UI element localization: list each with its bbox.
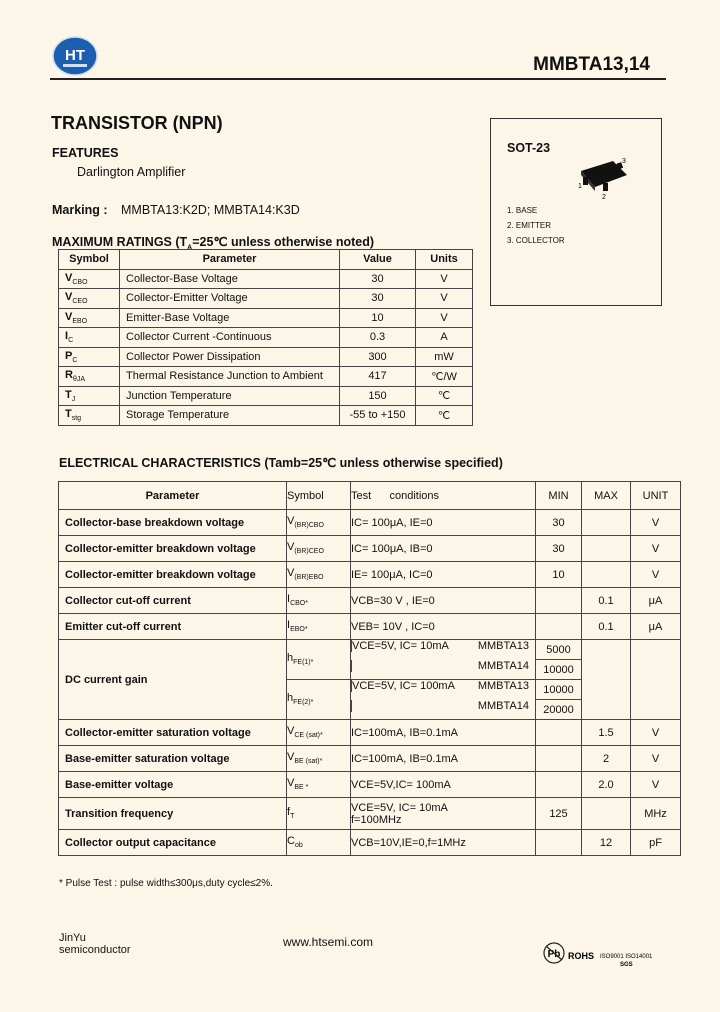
table-row (59, 720, 681, 746)
col-conditions: Test conditions (351, 482, 536, 510)
parameter-cell: DC current gain (59, 640, 287, 720)
pin-list (507, 203, 565, 248)
parameter-cell: Collector cut-off current (59, 588, 287, 614)
table-row (59, 367, 473, 387)
pin-item: 2. EMITTER (507, 221, 552, 230)
symbol-cell: $V_{CE (sat)*}$ (287, 720, 351, 746)
marking-label: Marking : (52, 203, 108, 217)
symbol-cell: $V_{(BR)CEO}$ (287, 536, 351, 562)
symbol-cell: $I_{EBO*}$ (287, 614, 351, 640)
min-cell: 20000 (536, 700, 582, 720)
min-cell (536, 588, 582, 614)
parameter-cell: Base-emitter saturation voltage (59, 746, 287, 772)
condition-cell: IC= 100μA, IB=0 (351, 536, 536, 562)
table-row (59, 830, 681, 856)
min-cell (536, 720, 582, 746)
symbol-cell: $V_{EBO}$ (59, 308, 120, 328)
unit-cell: μA (631, 614, 681, 640)
condition-cell: IE= 100μA, IC=0 (351, 562, 536, 588)
table-row (59, 308, 473, 328)
sot23-package-icon (573, 155, 633, 199)
min-cell (536, 830, 582, 856)
value-cell: 417 (340, 367, 416, 387)
unit-cell: V (416, 269, 473, 289)
pin-number-1: 1 (578, 183, 582, 190)
value-cell: 300 (340, 347, 416, 367)
min-cell (536, 746, 582, 772)
company-line-2: semiconductor (59, 944, 131, 956)
value-cell: 0.3 (340, 328, 416, 348)
parameter-cell: Storage Temperature (120, 406, 340, 426)
condition-cell: VCE=5V, IC= 10mA f=100MHz (351, 798, 536, 830)
website-link[interactable]: www.htsemi.com (283, 935, 374, 949)
table-row (59, 562, 681, 588)
unit-cell: pF (631, 830, 681, 856)
min-cell: 125 (536, 798, 582, 830)
parameter-cell: Collector-Base Voltage (120, 269, 340, 289)
symbol-cell: $V_{(BR)EBO}$ (287, 562, 351, 588)
min-cell: 10 (536, 562, 582, 588)
min-cell: 10000 (536, 680, 582, 700)
parameter-cell: Emitter-Base Voltage (120, 308, 340, 328)
table-row (59, 772, 681, 798)
parameter-cell: Emitter cut-off current (59, 614, 287, 640)
parameter-cell: Collector output capacitance (59, 830, 287, 856)
table-row (59, 482, 681, 510)
symbol-cell: $R_{\theta JA}$ (59, 367, 120, 387)
symbol-cell: $T_{stg}$ (59, 406, 120, 426)
symbol-cell: $P_C$ (59, 347, 120, 367)
symbol-cell: $V_{(BR)CBO}$ (287, 510, 351, 536)
package-box (490, 118, 662, 306)
table-row (59, 510, 681, 536)
unit-cell: V (631, 746, 681, 772)
condition-cell: VCB=30 V , IE=0 (351, 588, 536, 614)
min-cell: 5000 (536, 640, 582, 660)
company-name (59, 932, 131, 956)
value-cell: 30 (340, 269, 416, 289)
table-row (59, 386, 473, 406)
symbol-cell: $C_{ob}$ (287, 830, 351, 856)
symbol-cell: $I_{CBO*}$ (287, 588, 351, 614)
condition-cell: VCB=10V,IE=0,f=1MHz (351, 830, 536, 856)
symbol-cell: $T_J$ (59, 386, 120, 406)
parameter-cell: Collector-emitter breakdown voltage (59, 562, 287, 588)
table-row (59, 269, 473, 289)
unit-cell: V (631, 536, 681, 562)
unit-cell: A (416, 328, 473, 348)
rohs-label: ROHS (568, 951, 595, 961)
symbol-cell: $f_T$ (287, 798, 351, 830)
condition-cell: IC=100mA, IB=0.1mA (351, 720, 536, 746)
condition-cell: MMBTA14 (351, 660, 535, 672)
parameter-cell: Transition frequency (59, 798, 287, 830)
package-name: SOT-23 (507, 141, 551, 155)
min-cell: 10000 (536, 660, 582, 680)
logo-text: HT (65, 47, 85, 64)
symbol-cell: $h_{FE(1)*}$ (287, 640, 351, 680)
max-ratings-heading: MAXIMUM RATINGS ($T_A=25℃$ unless otherwise noted) (52, 235, 375, 252)
iso-label: ISO9001 ISO14001 (600, 954, 653, 960)
pin-item: 3. COLLECTOR (507, 236, 565, 245)
unit-cell: ℃ (416, 406, 473, 426)
table-row (59, 588, 681, 614)
unit-cell: V (416, 308, 473, 328)
table-row (59, 289, 473, 309)
symbol-cell: $V_{BE *}$ (287, 772, 351, 798)
marking-value: MMBTA13:K2D; MMBTA14:K3D (121, 203, 300, 217)
col-value: Value (340, 250, 416, 270)
unit-cell (631, 640, 681, 720)
condition-cell: VCE=5V, IC= 10mA MMBTA13 (351, 640, 535, 652)
feature-item: Darlington Amplifier (77, 165, 186, 179)
unit-cell: V (631, 720, 681, 746)
parameter-cell: Thermal Resistance Junction to Ambient (120, 367, 340, 387)
company-logo (52, 36, 98, 76)
value-cell: -55 to +150 (340, 406, 416, 426)
col-parameter: Parameter (59, 482, 287, 510)
parameter-cell: Collector Current -Continuous (120, 328, 340, 348)
parameter-cell: Base-emitter voltage (59, 772, 287, 798)
parameter-cell: Collector-emitter breakdown voltage (59, 536, 287, 562)
company-line-1: JinYu (59, 932, 86, 944)
table-row (59, 640, 681, 660)
max-cell (582, 536, 631, 562)
value-cell: 10 (340, 308, 416, 328)
sgs-label: SGS (620, 962, 633, 968)
min-cell (536, 772, 582, 798)
unit-cell: μA (631, 588, 681, 614)
unit-cell: V (416, 289, 473, 309)
max-cell: 2 (582, 746, 631, 772)
max-cell (582, 798, 631, 830)
condition-cell: IC=100mA, IB=0.1mA (351, 746, 536, 772)
unit-cell: MHz (631, 798, 681, 830)
table-row (59, 746, 681, 772)
parameter-cell: Collector Power Dissipation (120, 347, 340, 367)
condition-cell: IC= 100μA, IE=0 (351, 510, 536, 536)
symbol-cell: $I_C$ (59, 328, 120, 348)
max-cell: 2.0 (582, 772, 631, 798)
max-cell: 0.1 (582, 588, 631, 614)
condition-cell: VEB= 10V , IC=0 (351, 614, 536, 640)
elec-heading: ELECTRICAL CHARACTERISTICS (Tamb=25℃ unless otherwise specified) (59, 456, 503, 470)
unit-cell: V (631, 510, 681, 536)
svg-text:Pb: Pb (547, 949, 561, 960)
unit-cell: ℃/W (416, 367, 473, 387)
elec-table (58, 481, 681, 856)
table-row (59, 328, 473, 348)
symbol-cell: $h_{FE(2)*}$ (287, 680, 351, 720)
min-cell (536, 614, 582, 640)
value-cell: 150 (340, 386, 416, 406)
table-row (59, 536, 681, 562)
table-row (59, 798, 681, 830)
table-row (59, 614, 681, 640)
unit-cell: V (631, 562, 681, 588)
symbol-cell: $V_{CBO}$ (59, 269, 120, 289)
col-max: MAX (582, 482, 631, 510)
header-divider (50, 78, 666, 80)
table-row (59, 406, 473, 426)
col-unit: UNIT (631, 482, 681, 510)
doc-title: TRANSISTOR (NPN) (51, 113, 223, 133)
pin-number-2: 2 (602, 194, 606, 199)
table-header-row (59, 250, 473, 270)
max-cell (582, 640, 631, 720)
pulse-test-note: * Pulse Test : pulse width≤300μs,duty cycle≤2%. (59, 878, 273, 889)
col-min: MIN (536, 482, 582, 510)
unit-cell: V (631, 772, 681, 798)
min-cell: 30 (536, 536, 582, 562)
symbol-cell: $V_{BE (sat)*}$ (287, 746, 351, 772)
col-symbol: Symbol (59, 250, 120, 270)
unit-cell: ℃ (416, 386, 473, 406)
max-cell: 0.1 (582, 614, 631, 640)
max-cell: 1.5 (582, 720, 631, 746)
parameter-cell: Collector-base breakdown voltage (59, 510, 287, 536)
max-cell: 12 (582, 830, 631, 856)
pin-number-3: 3 (622, 158, 626, 165)
col-units: Units (416, 250, 473, 270)
col-symbol: Symbol (287, 482, 351, 510)
certification-logos (540, 938, 670, 968)
min-cell: 30 (536, 510, 582, 536)
condition-cell: VCE=5V, IC= 100mA MMBTA13 (351, 680, 535, 692)
condition-cell: MMBTA14 (351, 700, 535, 712)
max-cell (582, 510, 631, 536)
unit-cell: mW (416, 347, 473, 367)
parameter-cell: Collector-emitter saturation voltage (59, 720, 287, 746)
parameter-cell: Collector-Emitter Voltage (120, 289, 340, 309)
max-ratings-table (58, 249, 473, 426)
value-cell: 30 (340, 289, 416, 309)
symbol-cell: $V_{CEO}$ (59, 289, 120, 309)
condition-cell: VCE=5V,IC= 100mA (351, 772, 536, 798)
parameter-cell: Junction Temperature (120, 386, 340, 406)
part-number: MMBTA13,14 (533, 54, 650, 75)
col-parameter: Parameter (120, 250, 340, 270)
pin-item: 1. BASE (507, 206, 538, 215)
table-row (59, 347, 473, 367)
features-heading: FEATURES (52, 146, 119, 160)
max-cell (582, 562, 631, 588)
